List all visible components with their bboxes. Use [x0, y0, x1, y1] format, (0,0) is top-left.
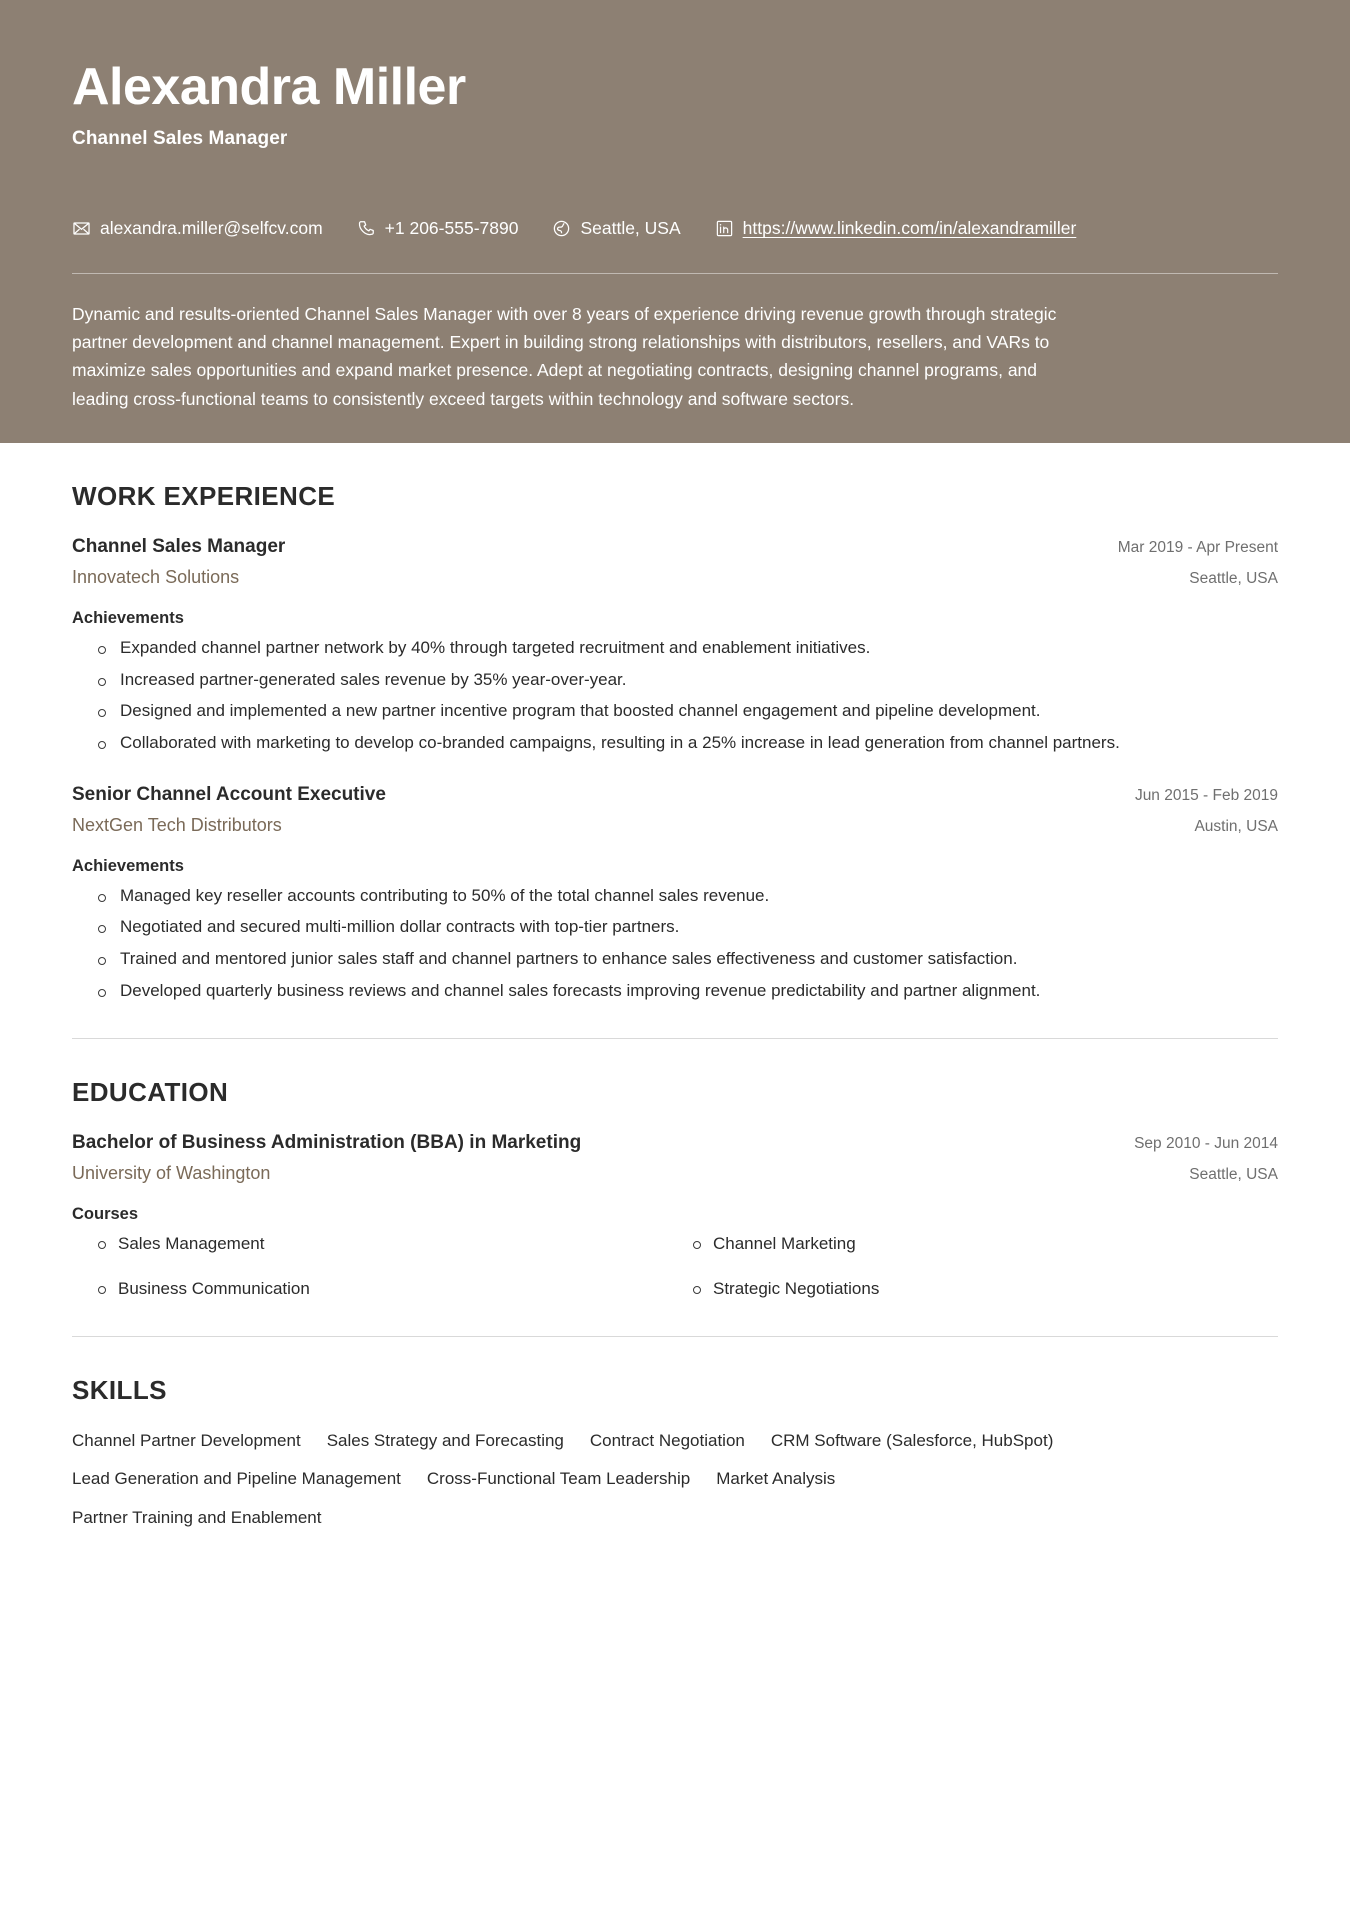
work-entry-location: Seattle, USA: [1189, 569, 1278, 587]
work-entry-head: [72, 782, 1278, 808]
achievements-label: Achievements: [72, 609, 184, 627]
work-entry-date: Mar 2019 - Apr Present: [1117, 539, 1278, 557]
skill-item: Contract Negotiation: [589, 1430, 745, 1450]
globe-icon: [552, 219, 571, 238]
skill-item: Lead Generation and Pipeline Management: [72, 1469, 401, 1489]
section-skills: [72, 1336, 1278, 1591]
skills-list: [72, 1428, 1082, 1531]
education-entry-institution: University of Washington: [72, 1162, 271, 1183]
phone-icon: [357, 219, 376, 238]
resume-content: [0, 443, 1350, 1590]
work-entry-head: [72, 534, 1278, 560]
work-achievements-list: [72, 635, 1278, 756]
profile-summary: Dynamic and results-oriented Channel Sales Manager with over 8 years of experience driving revenue growth through strategic partner development and channel management. Expert in building strong relationships with distributors, resellers, and VARs to maximize sales opportunities and expand market presence. Adept at negotiating contracts, designing channel programs, and leading cross-functional teams to consistently exceed targets within technology and software sectors.: [72, 303, 1057, 409]
achievements-label: Achievements: [72, 856, 184, 875]
education-entry-head: [72, 1130, 1278, 1156]
list-item: Collaborated with marketing to develop co-branded campaigns, resulting in a 25% increase in lead generation from channel partners.: [118, 730, 1278, 757]
work-entry-role: Senior Channel Account Executive: [72, 784, 386, 806]
list-item: Sales Management: [118, 1231, 683, 1257]
work-entry-date: Jun 2015 - Feb 2019: [1134, 787, 1278, 805]
work-entry-location: Austin, USA: [1194, 817, 1278, 835]
education-entry-date: Sep 2010 - Jun 2014: [1134, 1135, 1278, 1153]
contact-location-text: Seattle, USA: [580, 218, 681, 239]
section-title-skills: SKILLS: [72, 1374, 167, 1405]
work-entry-organization: Innovatech Solutions: [72, 566, 240, 587]
work-entry-organization: NextGen Tech Distributors: [72, 814, 282, 835]
skill-item: Market Analysis: [716, 1469, 836, 1489]
work-entry-role: Channel Sales Manager: [72, 536, 286, 558]
linkedin-icon: [715, 219, 734, 238]
work-entry-sub: [72, 813, 1278, 838]
contact-row: [72, 216, 1278, 241]
skill-item: Cross-Functional Team Leadership: [426, 1469, 691, 1489]
work-entry: [72, 782, 1278, 1004]
contact-phone: [357, 216, 519, 241]
skill-item: CRM Software (Salesforce, HubSpot): [770, 1430, 1054, 1450]
courses-list: [72, 1231, 1278, 1302]
section-education: [72, 1038, 1278, 1302]
list-item: Developed quarterly business reviews and channel sales forecasts improving revenue predictability and partner alignment.: [118, 978, 1278, 1005]
list-item: Expanded channel partner network by 40% through targeted recruitment and enablement initiatives.: [118, 635, 1278, 662]
list-item: Channel Marketing: [713, 1231, 1278, 1257]
skill-item: Partner Training and Enablement: [72, 1507, 322, 1527]
contact-linkedin[interactable]: [715, 216, 1077, 241]
contact-phone-text: +1 206-555-7890: [384, 218, 519, 239]
section-title-work-experience: WORK EXPERIENCE: [72, 481, 336, 512]
list-item: Negotiated and secured multi-million dollar contracts with top-tier partners.: [118, 914, 1278, 941]
work-achievements-list: [72, 883, 1278, 1004]
envelope-icon: [72, 219, 91, 238]
header-divider: [72, 273, 1278, 274]
skill-item: Channel Partner Development: [72, 1430, 301, 1450]
skill-item: Sales Strategy and Forecasting: [326, 1430, 564, 1450]
contact-linkedin-link[interactable]: https://www.linkedin.com/in/alexandramiller: [742, 218, 1077, 239]
courses-label: Courses: [72, 1204, 139, 1223]
work-entry: [72, 534, 1278, 756]
candidate-job-title: Channel Sales Manager: [72, 128, 288, 150]
contact-location: [552, 216, 680, 241]
list-item: Business Communication: [118, 1276, 683, 1302]
section-title-education: EDUCATION: [72, 1077, 229, 1108]
work-entry-sub: [72, 565, 1278, 590]
list-item: Trained and mentored junior sales staff and channel partners to enhance sales effectiveness and customer satisfaction.: [118, 946, 1278, 973]
contact-email: [72, 216, 323, 241]
education-entry-location: Seattle, USA: [1189, 1165, 1278, 1183]
candidate-name: Alexandra Miller: [72, 58, 466, 116]
list-item: Designed and implemented a new partner incentive program that boosted channel engagement and pipeline development.: [118, 698, 1278, 725]
resume-header: [0, 0, 1350, 443]
contact-email-text: alexandra.miller@selfcv.com: [100, 218, 323, 239]
education-entry: [72, 1130, 1278, 1302]
section-work-experience: [72, 443, 1278, 1004]
education-entry-sub: [72, 1161, 1278, 1186]
list-item: Increased partner-generated sales revenue by 35% year-over-year.: [118, 667, 1278, 694]
list-item: Strategic Negotiations: [713, 1276, 1278, 1302]
education-entry-degree: Bachelor of Business Administration (BBA) in Marketing: [72, 1132, 582, 1154]
list-item: Managed key reseller accounts contributing to 50% of the total channel sales revenue.: [118, 883, 1278, 910]
